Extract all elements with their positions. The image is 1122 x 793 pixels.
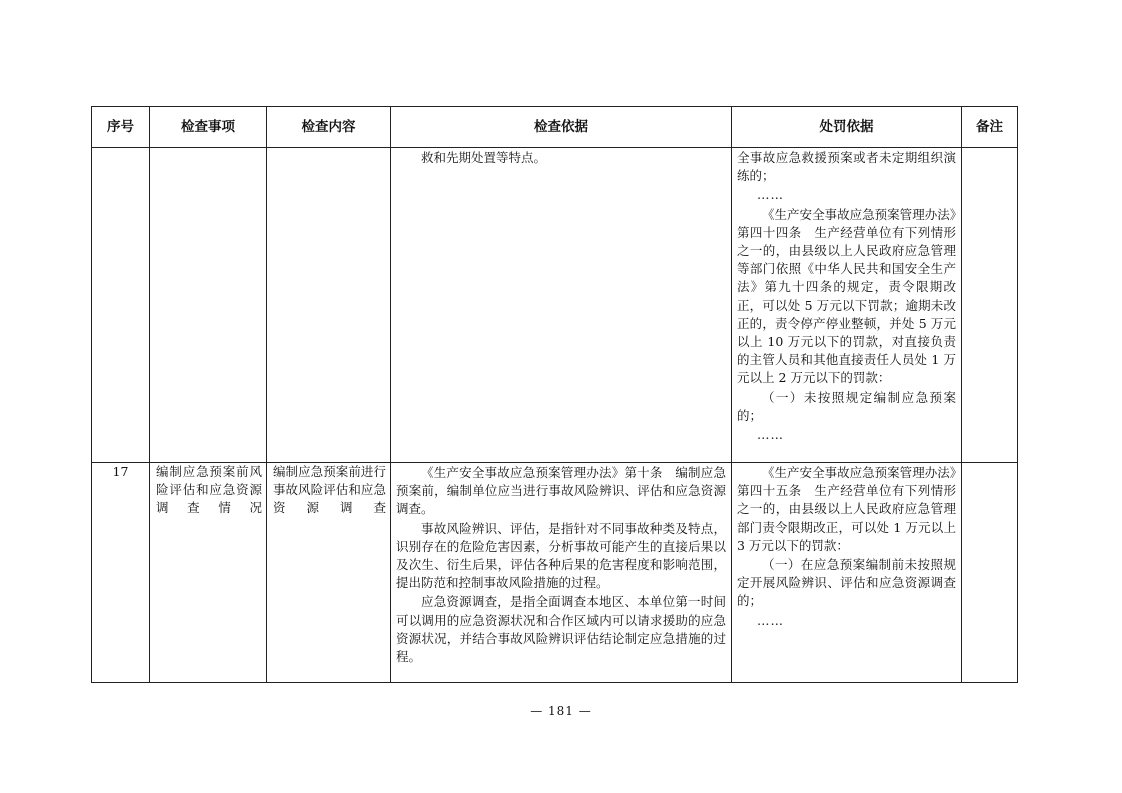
table-header-row bbox=[92, 107, 1018, 148]
cell-seq: 17 bbox=[92, 463, 150, 683]
cell-item bbox=[150, 463, 267, 683]
table-row bbox=[92, 148, 1018, 463]
basis-paragraph: 事故风险辨识、评估，是指针对不同事故种类及特点，识别存在的危险危害因素，分析事故可能产生的直接后果以及次生、衍生后果，评估各种后果的危害程度和影响范围，提出防范和控制事故风险措施的过程。 bbox=[396, 520, 726, 591]
ellipsis: …… bbox=[757, 427, 784, 443]
cell-basis bbox=[391, 463, 732, 683]
content-text: 编制应急预案前进行事故风险评估和应急资源调查 bbox=[273, 464, 386, 516]
header-seq: 序号 bbox=[92, 107, 150, 148]
cell-item bbox=[150, 148, 267, 463]
cell-remark bbox=[962, 148, 1018, 463]
inspection-table bbox=[91, 106, 1018, 683]
basis-paragraph: 《生产安全事故应急预案管理办法》第十条 编制应急预案前，编制单位应当进行事故风险辨识、评估和应急资源调查。 bbox=[396, 465, 726, 517]
page-number: — 181 — bbox=[530, 704, 592, 718]
header-basis: 检查依据 bbox=[391, 107, 732, 148]
header-item: 检查事项 bbox=[150, 107, 267, 148]
ellipsis: …… bbox=[757, 612, 784, 628]
penalty-paragraph: （一）未按照规定编制应急预案的； bbox=[737, 389, 956, 423]
cell-penalty bbox=[732, 148, 962, 463]
header-content: 检查内容 bbox=[267, 107, 391, 148]
header-remark: 备注 bbox=[962, 107, 1018, 148]
penalty-paragraph: 《生产安全事故应急预案管理办法》第四十四条 生产经营单位有下列情形之一的，由县级以上人民政府应急管理等部门依照《中华人民共和国安全生产法》第九十四条的规定，责令限期改正，可以处 5 万元以下罚款；逾期未改正的，责令停产停业整顿，并处 5 万元以上 10 万元以下的罚款，对直接负责的主管人员和其他直接责任人员处 1 万元以上 2 万元以下的罚款： bbox=[737, 206, 956, 386]
cell-content bbox=[267, 148, 391, 463]
cell-basis bbox=[391, 148, 732, 463]
cell-seq bbox=[92, 148, 150, 463]
ellipsis: …… bbox=[757, 187, 784, 203]
cell-remark bbox=[962, 463, 1018, 683]
item-text: 编制应急预案前风险评估和应急资源调查情况 bbox=[156, 464, 262, 516]
basis-paragraph: 应急资源调查，是指全面调查本地区、本单位第一时间可以调用的应急资源状况和合作区域内可以请求援助的应急资源状况，并结合事故风险辨识评估结论制定应急措施的过程。 bbox=[396, 594, 726, 665]
penalty-paragraph: 《生产安全事故应急预案管理办法》第四十五条 生产经营单位有下列情形之一的，由县级以上人民政府应急管理部门责令限期改正，可以处 1 万元以上 3 万元以下的罚款： bbox=[737, 465, 956, 553]
table-row bbox=[92, 463, 1018, 683]
basis-paragraph: 救和先期处置等特点。 bbox=[421, 150, 547, 165]
header-penalty: 处罚依据 bbox=[732, 107, 962, 148]
cell-penalty bbox=[732, 463, 962, 683]
penalty-paragraph: 全事故应急救援预案或者未定期组织演练的； bbox=[737, 150, 956, 184]
penalty-paragraph: （一）在应急预案编制前未按照规定开展风险辨识、评估和应急资源调查的； bbox=[737, 557, 956, 609]
cell-content bbox=[267, 463, 391, 683]
